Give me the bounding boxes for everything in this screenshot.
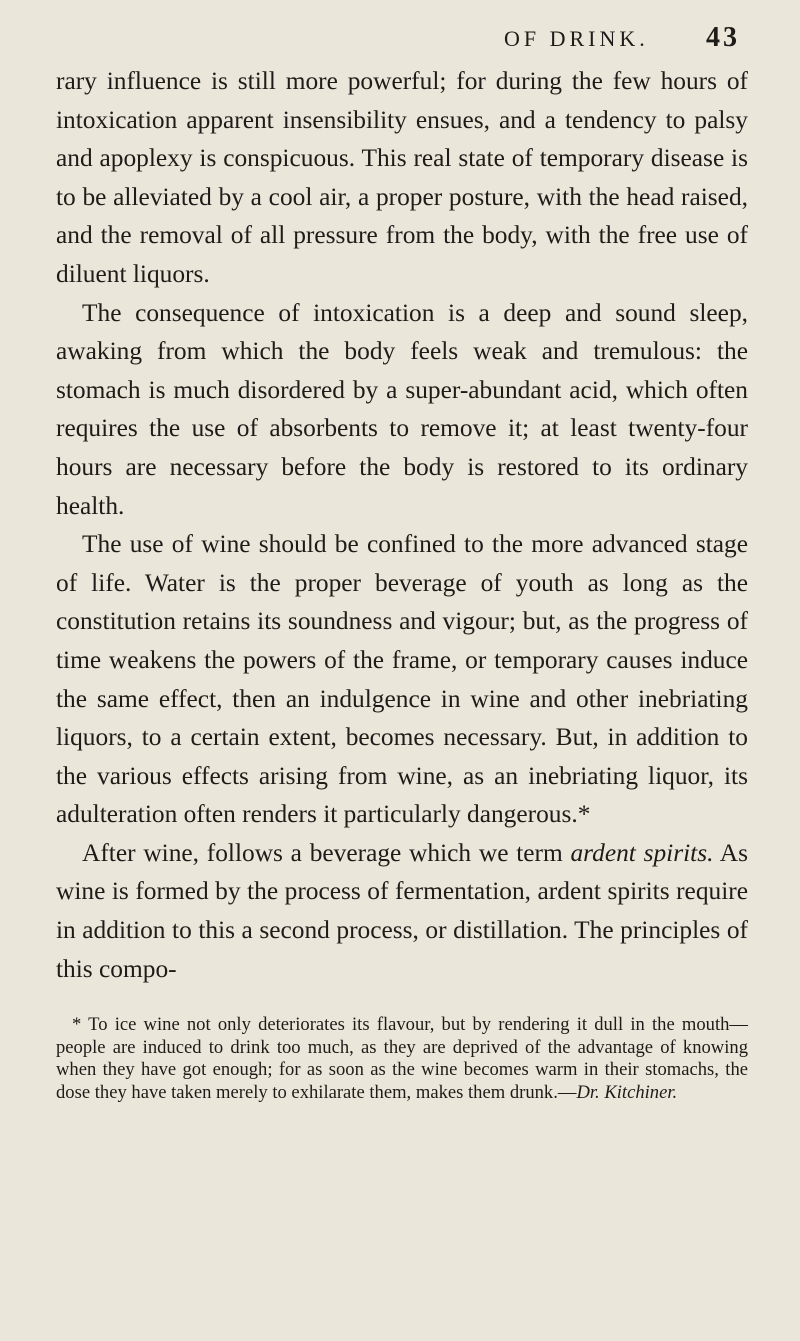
running-head-title: OF DRINK. (504, 26, 649, 51)
term-ardent-spirits: ardent spirits. (570, 838, 714, 867)
footnote-attribution: Dr. Kitchiner. (576, 1082, 678, 1104)
footnote (56, 1014, 748, 1104)
paragraph-use-of-wine: The use of wine should be confined to the more advanced stage of life. Water is the proper beverage of youth as long as the constitution retains its soundness and vigour; but, as the progress of time weakens the powers of the frame, or temporary causes induce the same effect, then an indulgence in wine and other inebriating liquors, to a certain extent, becomes necessary. But, in addition to the various effects arising from wine, as an inebriating liquor, its adulteration often renders it particularly dangerous.* (56, 530, 748, 829)
paragraph-intoxication-consequence: The consequence of intoxication is a deep and sound sleep, awaking from which the body feels weak and tremulous: the stomach is much disordered by a super-abundant acid, which often requires the use of absorbents to remove it; at least twenty-four hours are necessary before the body is restored to its ordinary health. (56, 298, 748, 520)
page-number: 43 (706, 22, 740, 53)
paragraph-ardent-spirits-after: As wine is formed by the process of fermentation, ardent spirits require in addition to this a second process, or distillation. The principles of this compo- (56, 838, 748, 983)
paragraph-continuation: rary influence is still more powerful; for during the few hours of intoxication apparent insensibility ensues, and a tendency to palsy and apoplexy is conspicuous. This real state of temporary disease is to be alleviated by a cool air, a proper posture, with the head raised, and the removal of all pressure from the body, with the free use of diluent liquors. (56, 67, 748, 288)
running-head (56, 18, 748, 62)
footnote-text (56, 1014, 748, 1104)
paragraph-ardent-spirits-before: After wine, follows a beverage which we term (82, 838, 571, 867)
paragraph-ardent-spirits (56, 834, 748, 988)
footnote-body: * To ice wine not only deteriorates its flavour, but by rendering it dull in the mouth—people are induced to drink too much, as they are deprived of the advantage of knowing when they have got enough; for as soon as the wine becomes warm in their stomachs, the dose they have taken merely to exhilarate them, makes them drunk.— (56, 1014, 748, 1104)
body-text (56, 62, 748, 988)
